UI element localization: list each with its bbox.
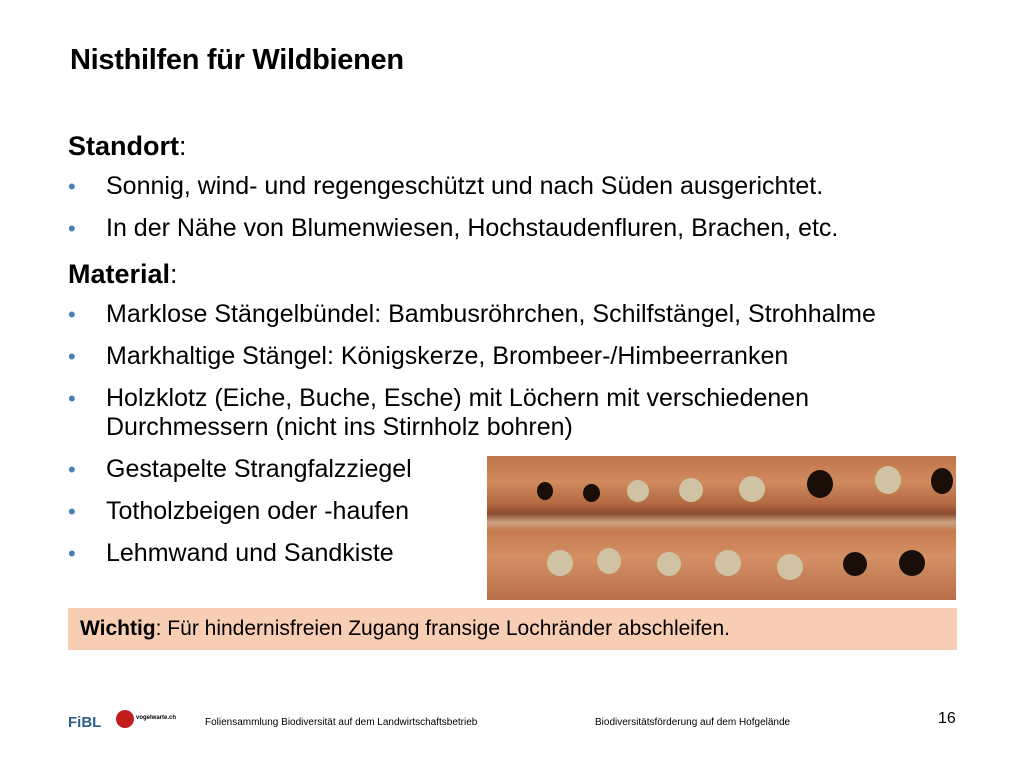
bullet-icon: • bbox=[68, 541, 76, 566]
brick-hole bbox=[899, 550, 925, 576]
brick-hole bbox=[657, 552, 681, 576]
standort-heading: Standort: bbox=[68, 131, 187, 161]
brick-hole bbox=[627, 480, 649, 502]
bullet-icon: • bbox=[68, 302, 76, 327]
slide-footer bbox=[0, 708, 1024, 738]
bullet-icon: • bbox=[68, 174, 76, 199]
page-number: 16 bbox=[938, 710, 956, 727]
list-item: • Sonnig, wind- und regengeschützt und nach Süden ausgerichtet. bbox=[68, 172, 824, 200]
material-heading: Material: bbox=[68, 259, 178, 289]
brick-hole bbox=[715, 550, 741, 576]
brick-hole bbox=[597, 548, 621, 574]
bullet-icon: • bbox=[68, 344, 76, 369]
vogelwarte-logo: vogelwarte.ch bbox=[116, 710, 176, 732]
brick-hole bbox=[537, 482, 553, 500]
important-callout: Wichtig: Für hindernisfreien Zugang fransige Lochränder abschleifen. bbox=[68, 608, 957, 650]
brick-hole bbox=[739, 476, 765, 502]
list-item: • Totholzbeigen oder -haufen bbox=[68, 497, 410, 525]
brick-photo bbox=[487, 456, 956, 600]
brick-hole bbox=[931, 468, 953, 494]
bullet-icon: • bbox=[68, 386, 76, 411]
footer-collection-title: Foliensammlung Biodiversität auf dem Landwirtschaftsbetrieb bbox=[205, 717, 478, 728]
brick-hole bbox=[807, 470, 833, 498]
list-item: • Marklose Stängelbündel: Bambusröhrchen, Schilfstängel, Strohhalme bbox=[68, 300, 876, 328]
bullet-icon: • bbox=[68, 457, 76, 482]
brick-hole bbox=[547, 550, 573, 576]
brick-hole bbox=[843, 552, 867, 576]
list-item: • Holzklotz (Eiche, Buche, Esche) mit Löchern mit verschiedenen Durchmessern (nicht ins Stirnholz bohren) bbox=[68, 384, 810, 441]
brick-hole bbox=[875, 466, 901, 494]
footer-section-title: Biodiversitätsförderung auf dem Hofgelände bbox=[595, 717, 791, 728]
brick-hole bbox=[679, 478, 703, 502]
list-item: • Lehmwand und Sandkiste bbox=[68, 539, 394, 567]
brick-hole bbox=[583, 484, 600, 502]
bullet-icon: • bbox=[68, 216, 76, 241]
slide-title: Nisthilfen für Wildbienen bbox=[70, 44, 404, 76]
bullet-icon: • bbox=[68, 499, 76, 524]
brick-hole bbox=[777, 554, 803, 580]
list-item: • In der Nähe von Blumenwiesen, Hochstaudenfluren, Brachen, etc. bbox=[68, 214, 839, 242]
list-item: • Gestapelte Strangfalzziegel bbox=[68, 455, 412, 483]
standort-list bbox=[68, 172, 968, 243]
list-item: • Markhaltige Stängel: Königskerze, Brombeer-/Himbeerranken bbox=[68, 342, 789, 370]
fibl-logo: FiBL bbox=[68, 714, 102, 731]
bird-icon bbox=[116, 710, 134, 728]
